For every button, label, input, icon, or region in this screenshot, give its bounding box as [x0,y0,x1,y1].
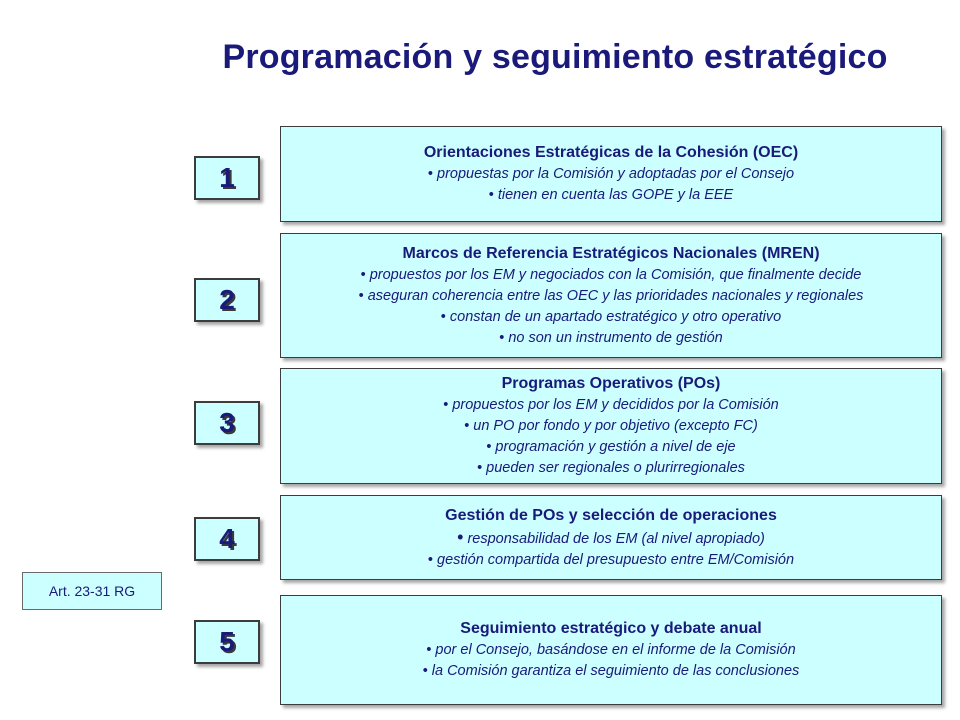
step-box-2 [280,233,942,358]
bullet-item: • la Comisión garantiza el seguimiento de las conclusiones [422,663,800,679]
step-heading: Orientaciones Estratégicas de la Cohesión (OEC) [423,144,799,161]
step-bullet-list [428,527,794,571]
step-bullet-list [423,640,800,682]
step-heading: Programas Operativos (POs) [501,375,721,392]
bullet-item: • constan de un apartado estratégico y otro operativo [440,308,782,325]
step-bullet-list [443,395,778,479]
step-number-2: 2 [194,278,260,322]
step-number-1: 1 [194,156,260,200]
bullet-item: • propuestas por la Comisión y adoptadas por el Consejo [427,166,795,182]
step-box-5 [280,595,942,705]
bullet-item: • propuestos por los EM y decididos por la Comisión [443,397,779,413]
step-bullet-list [359,265,864,349]
regulation-reference-box: Art. 23-31 RG [22,572,162,610]
step-number-5: 5 [194,620,260,664]
step-heading: Seguimiento estratégico y debate anual [460,620,762,637]
bullet-item: • por el Consejo, basándose en el informe de la Comisión [426,642,796,658]
step-number-4: 4 [194,517,260,561]
step-box-4 [280,495,942,580]
step-number-3: 3 [194,401,260,445]
page-title: Programación y seguimiento estratégico [222,38,888,76]
step-box-3 [280,368,942,484]
bullet-item: • propuestos por los EM y negociados con la Comisión, que finalmente decide [360,266,862,283]
bullet-item: • aseguran coherencia entre las OEC y las prioridades nacionales y regionales [358,287,864,304]
step-heading: Marcos de Referencia Estratégicos Nacionales (MREN) [402,244,820,262]
step-heading: Gestión de POs y selección de operaciones [445,506,777,524]
step-box-1 [280,126,942,222]
bullet-item: • gestión compartida del presupuesto entre EM/Comisión [427,551,795,568]
step-bullet-list [428,164,794,206]
bullet-item: • programación y gestión a nivel de eje [486,439,736,455]
bullet-item: • pueden ser regionales o plurirregionales [477,460,745,476]
bullet-item: • tienen en cuenta las GOPE y la EEE [488,187,734,203]
bullet-item: • un PO por fondo y por objetivo (excepto FC) [464,418,758,434]
bullet-item: • responsabilidad de los EM (al nivel apropiado) [457,526,765,547]
bullet-item: • no son un instrumento de gestión [499,329,723,346]
